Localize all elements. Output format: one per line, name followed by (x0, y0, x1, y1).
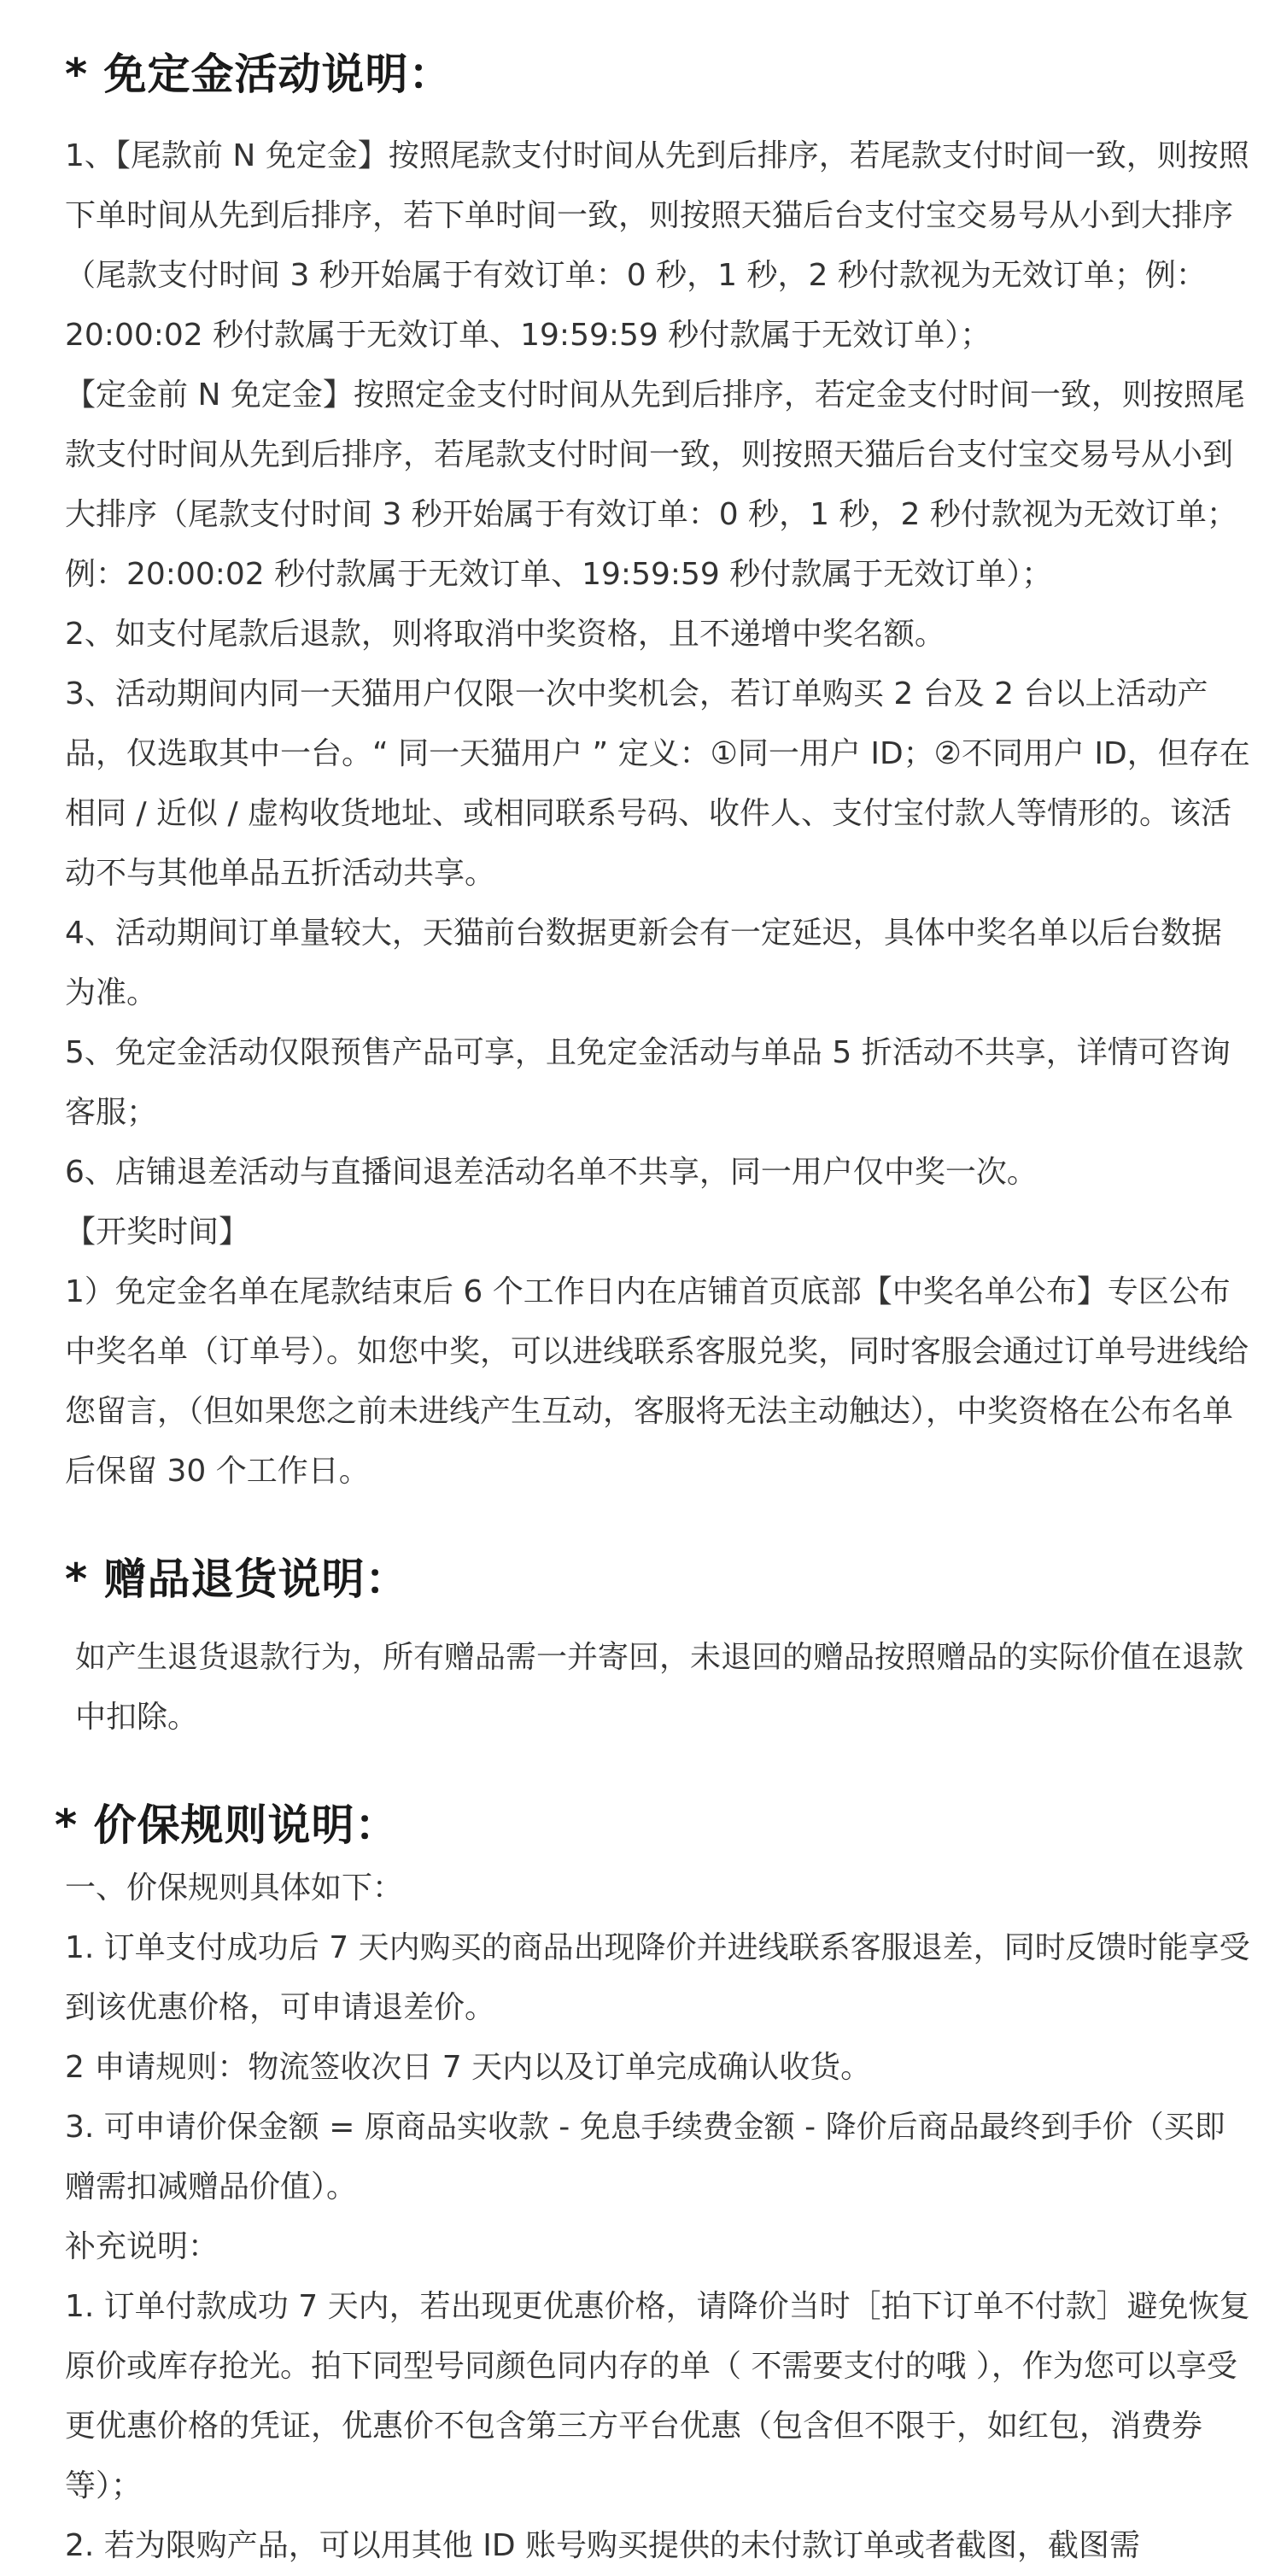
gift-return-text: 如产生退货退款行为，所有赠品需一并寄回，未退回的赠品按照赠品的实际价值在退款中扣除。 (75, 1640, 1244, 1735)
deposit-free-rule-1b: 【定金前 N 免定金】按照定金支付时间从先到后排序，若定金支付时间一致，则按照尾款支付时间从先到后排序，若尾款支付时间一致，则按照天猫后台支付宝交易号从小到大排序（尾款支付时间 3 秒开始属于有效订单：0 秒，1 秒，2 秒付款视为无效订单；例：20:00:02 秒付款属于无效订单、19:59:59 秒付款属于无效订单）； (65, 378, 1245, 592)
supplement-rule-1: 1. 订单付款成功 7 天内，若出现更优惠价格，请降价当时［拍下订单不付款］避免恢复原价或库存抢光。拍下同型号同颜色同内存的单（ 不需要支付的哦 ），作为您可以享受更优惠价格的凭证，优惠价不包含第三方平台优惠（包含但不限于，如红包，消费券等）； (65, 2289, 1250, 2503)
supplement-rule-2: 2. 若为限购产品，可以用其他 ID 账号购买提供的未付款订单或者截图，截图需 (65, 2528, 1141, 2563)
price-protection-rule-1: 1. 订单支付成功后 7 天内购买的商品出现降价并进线联系客服退差，同时反馈时能享受到该优惠价格，可申请退差价。 (65, 1930, 1250, 2025)
deposit-free-rule-2: 2、如支付尾款后退款，则将取消中奖资格，且不递增中奖名额。 (65, 617, 945, 652)
supplement-label: 补充说明： (65, 2229, 219, 2264)
deposit-free-section (65, 44, 1250, 1502)
deposit-free-rule-1: 1、【尾款前 N 免定金】按照尾款支付时间从先到后排序，若尾款支付时间一致，则按照下单时间从先到后排序，若下单时间一致，则按照天猫后台支付宝交易号从小到大排序（尾款支付时间 3 秒开始属于有效订单：0 秒，1 秒，2 秒付款视为无效订单；例：20:00:02 秒付款属于无效订单、19:59:59 秒付款属于无效订单）； (65, 138, 1249, 353)
draw-time-rule-1: 1）免定金名单在尾款结束后 6 个工作日内在店铺首页底部【中奖名单公布】专区公布中奖名单（订单号）。如您中奖，可以进线联系客服兑奖，同时客服会通过订单号进线给您留言，（但如果您之前未进线产生互动，客服将无法主动触达），中奖资格在公布名单后保留 30 个工作日。 (65, 1274, 1249, 1489)
deposit-free-rule-5: 5、免定金活动仅限预售产品可享，且免定金活动与单品 5 折活动不共享，详情可咨询客服； (65, 1035, 1231, 1130)
price-protection-rule-3: 3. 可申请价保金额 = 原商品实收款 - 免息手续费金额 - 降价后商品最终到手价（买即赠需扣减赠品价值）。 (65, 2110, 1225, 2204)
price-protection-intro: 一、价保规则具体如下： (65, 1871, 404, 1906)
draw-time-label: 【开奖时间】 (65, 1215, 250, 1250)
price-protection-section (55, 1795, 1250, 2576)
gift-return-heading: * 赠品退货说明： (65, 1554, 409, 1604)
deposit-free-rule-6: 6、店铺退差活动与直播间退差活动名单不共享，同一用户仅中奖一次。 (65, 1155, 1038, 1190)
deposit-free-heading: * 免定金活动说明： (65, 50, 453, 99)
deposit-free-rule-3: 3、活动期间内同一天猫用户仅限一次中奖机会，若订单购买 2 台及 2 台以上活动产品，仅选取其中一台。“ 同一天猫用户 ” 定义：①同一用户 ID；②不同用户 ID，但存在相同 / 近似 / 虚构收货地址、或相同联系号码、收件人、支付宝付款人等情形的。该活动不与其他单品五折活动共享。 (65, 676, 1250, 891)
price-protection-rule-2: 2 申请规则：物流签收次日 7 天内以及订单完成确认收货。 (65, 2050, 872, 2085)
price-protection-heading: * 价保规则说明： (55, 1800, 399, 1850)
deposit-free-rule-4: 4、活动期间订单量较大，天猫前台数据更新会有一定延迟，具体中奖名单以后台数据为准。 (65, 916, 1222, 1010)
gift-return-section (65, 1549, 1250, 1748)
